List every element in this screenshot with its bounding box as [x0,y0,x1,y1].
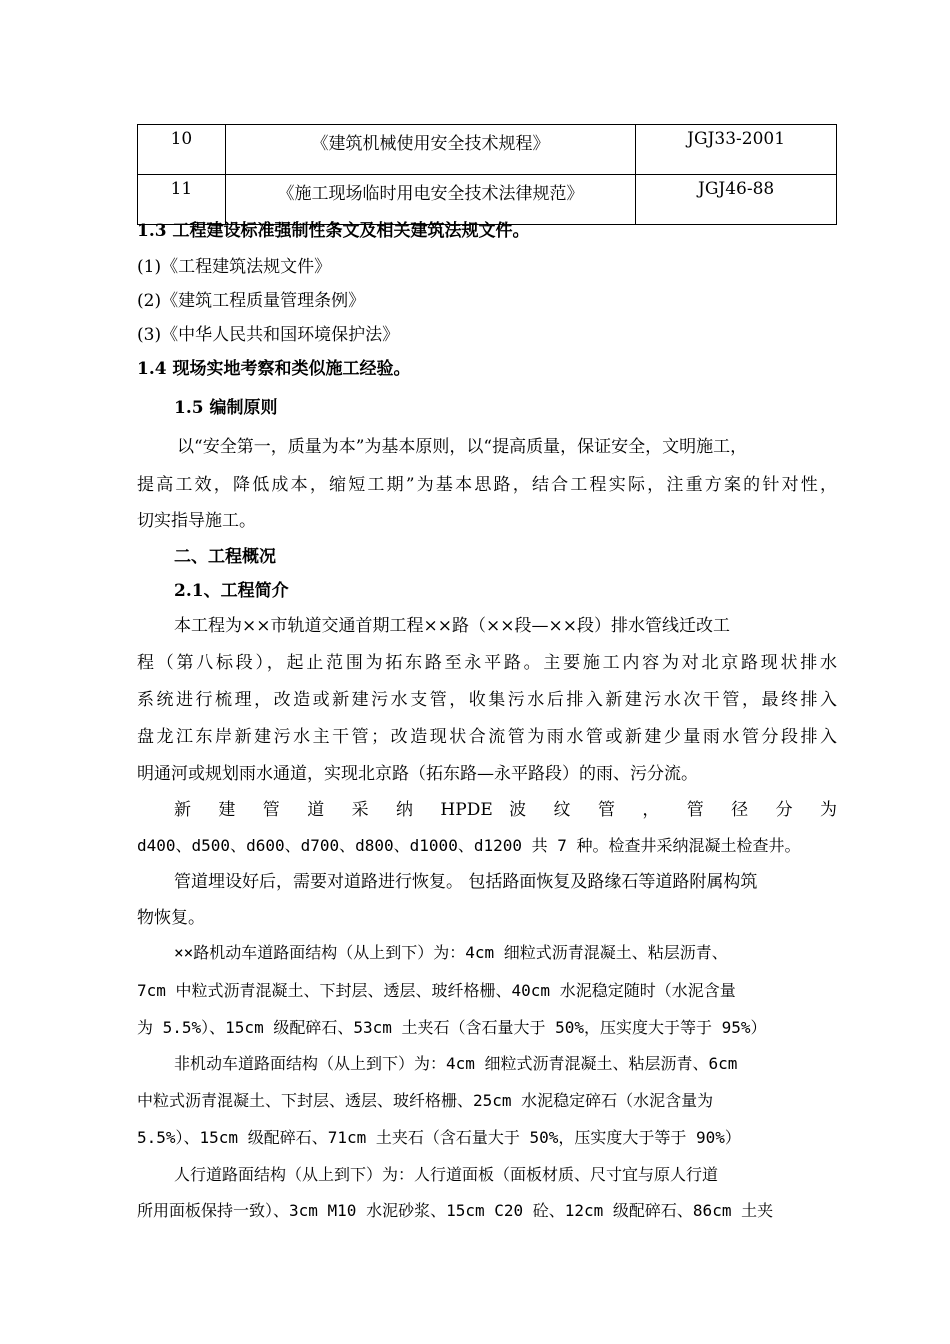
standard-code: JGJ46-88 [636,175,837,225]
list-item: (1)《工程建筑法规文件》 [137,257,332,277]
paragraph-line: 5.5%）、15cm 级配碎石、71cm 土夹石（含石量大于 50%，压实度大于等于 90%） [137,1128,741,1147]
paragraph-line: 中粒式沥青混凝土、下封层、透层、玻纤格栅、25cm 水泥稳定碎石（水泥含量为 [137,1091,714,1110]
standard-code: JGJ33-2001 [636,125,837,175]
paragraph-line: 明通河或规划雨水通道，实现北京路（拓东路—永平路段）的雨、污分流。 [137,764,698,784]
paragraph-line: 非机动车道路面结构（从上到下）为：4cm 细粒式沥青混凝土、粘层沥青、6cm [174,1054,738,1073]
section-heading-1-5: 1.5 编制原则 [174,398,278,418]
paragraph-line: 盘龙江东岸新建污水主干管；改造现状合流管为雨水管或新建少量雨水管分段排入 [137,727,837,747]
section-heading-1-4: 1.4 现场实地考察和类似施工经验。 [137,359,411,379]
paragraph-line: 系统进行梳理，改造或新建污水支管，收集污水后排入新建污水次干管，最终排入 [137,690,837,710]
section-heading-2: 二、工程概况 [174,547,276,567]
section-heading-2-1: 2.1、工程简介 [174,581,289,601]
section-heading-1-3: 1.3 工程建设标准强制性条文及相关建筑法规文件。 [137,221,530,241]
paragraph-line: 切实指导施工。 [137,511,256,531]
standards-table [137,124,837,225]
list-item: (2)《建筑工程质量管理条例》 [137,291,366,311]
paragraph-line: 为 5.5%）、15cm 级配碎石、53cm 土夹石（含石量大于 50%，压实度大于等于 95%） [137,1018,767,1037]
paragraph-line: 程（第八标段），起止范围为拓东路至永平路。主要施工内容为对北京路现状排水 [137,653,837,673]
paragraph-line: 7cm 中粒式沥青混凝土、下封层、透层、玻纤格栅、40cm 水泥稳定随时（水泥含量 [137,981,736,1000]
paragraph-line: 提高工效，降低成本，缩短工期”为基本思路，结合工程实际，注重方案的针对性， [137,475,837,495]
row-number: 11 [138,175,226,225]
standard-name: 《建筑机械使用安全技术规程》 [225,125,635,175]
paragraph-line: 本工程为××市轨道交通首期工程××路（××段—××段）排水管线迁改工 [174,616,730,636]
table-row [138,125,837,175]
paragraph-line: 所用面板保持一致）、3cm M10 水泥砂浆、15cm C20 砼、12cm 级配碎石、86cm 土夹 [137,1201,774,1220]
paragraph-line: d400、d500、d600、d700、d800、d1000、d1200 共 7 种。检查井采纳混凝土检查井。 [137,836,801,855]
standard-name: 《施工现场临时用电安全技术法律规范》 [225,175,635,225]
row-number: 10 [138,125,226,175]
paragraph-line: 以“安全第一，质量为本”为基本原则，以“提高质量，保证安全，文明施工， [177,437,748,457]
list-item: (3)《中华人民共和国环境保护法》 [137,325,400,345]
paragraph-line: ××路机动车道路面结构（从上到下）为：4cm 细粒式沥青混凝土、粘层沥青、 [174,943,728,962]
table-row [138,175,837,225]
paragraph-line: 人行道路面结构（从上到下）为：人行道面板（面板材质、尺寸宜与原人行道 [174,1165,719,1184]
paragraph-line: 物恢复。 [137,908,205,928]
paragraph-line: 管道埋设好后，需要对道路进行恢复。 包括路面恢复及路缘石等道路附属构筑 [174,872,758,892]
paragraph-line: 新 建 管 道 采 纳 HPDE 波 纹 管 ， 管 径 分 为 [174,800,837,820]
